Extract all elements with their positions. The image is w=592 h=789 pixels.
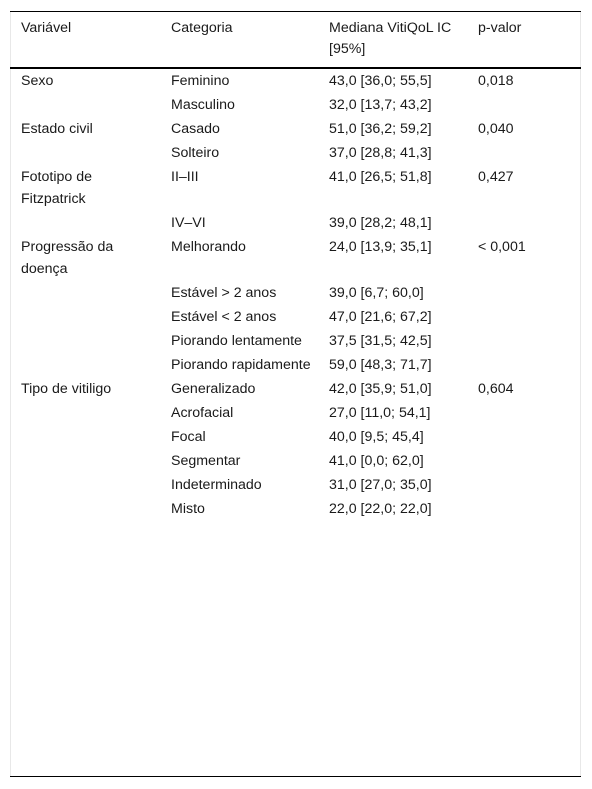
cell-mediana: 59,0 [48,3; 71,7] xyxy=(329,357,432,373)
cell-mediana: 40,0 [9,5; 45,4] xyxy=(329,429,424,445)
cell-categoria: Acrofacial xyxy=(171,405,234,421)
table-row xyxy=(10,497,581,525)
cell-categoria: Piorando lentamente xyxy=(171,333,302,349)
cell-variavel xyxy=(10,497,160,525)
table-row xyxy=(10,473,581,497)
cell-categoria: Focal xyxy=(171,429,206,445)
cell-pvalor xyxy=(467,353,581,377)
cell-pvalor: 0,427 xyxy=(478,169,514,185)
cell-mediana: 41,0 [26,5; 51,8] xyxy=(329,169,432,185)
table-body xyxy=(10,68,581,525)
table-row xyxy=(10,141,581,165)
table-row xyxy=(10,117,581,141)
cell-pvalor xyxy=(467,93,581,117)
cell-pvalor xyxy=(467,473,581,497)
cell-pvalor: < 0,001 xyxy=(478,239,526,255)
cell-pvalor xyxy=(467,425,581,449)
table-row xyxy=(10,329,581,353)
table-row xyxy=(10,449,581,473)
cell-mediana: 27,0 [11,0; 54,1] xyxy=(329,405,431,421)
table-row xyxy=(10,235,581,281)
cell-variavel xyxy=(10,353,160,377)
cell-variavel xyxy=(10,473,160,497)
cell-mediana: 31,0 [27,0; 35,0] xyxy=(329,477,432,493)
cell-variavel xyxy=(10,425,160,449)
cell-pvalor xyxy=(467,211,581,235)
cell-pvalor xyxy=(467,329,581,353)
table-row xyxy=(10,281,581,305)
cell-mediana: 43,0 [36,0; 55,5] xyxy=(329,73,432,89)
cell-categoria: Casado xyxy=(171,121,220,137)
cell-variavel: Progressão da doença xyxy=(21,239,114,277)
cell-variavel: Estado civil xyxy=(21,121,93,137)
header-variavel: Variável xyxy=(21,20,72,36)
header-row xyxy=(10,12,581,69)
cell-mediana: 47,0 [21,6; 67,2] xyxy=(329,309,432,325)
table-row xyxy=(10,93,581,117)
cell-pvalor xyxy=(467,449,581,473)
cell-mediana: 37,5 [31,5; 42,5] xyxy=(329,333,432,349)
table-row xyxy=(10,305,581,329)
cell-mediana: 32,0 [13,7; 43,2] xyxy=(329,97,432,113)
cell-pvalor: 0,604 xyxy=(478,381,514,397)
cell-variavel xyxy=(10,449,160,473)
cell-variavel: Tipo de vitiligo xyxy=(21,381,112,397)
cell-pvalor: 0,018 xyxy=(478,73,514,89)
cell-mediana: 22,0 [22,0; 22,0] xyxy=(329,501,432,517)
table-header xyxy=(10,12,581,69)
cell-pvalor xyxy=(467,401,581,425)
cell-mediana: 39,0 [28,2; 48,1] xyxy=(329,215,432,231)
header-mediana: Mediana VitiQoL IC [95%] xyxy=(329,20,452,57)
cell-variavel: Fototipo de Fitzpatrick xyxy=(21,169,92,207)
cell-variavel xyxy=(10,211,160,235)
cell-mediana: 41,0 [0,0; 62,0] xyxy=(329,453,424,469)
cell-categoria: Melhorando xyxy=(171,239,246,255)
cell-variavel xyxy=(10,305,160,329)
cell-pvalor xyxy=(467,305,581,329)
cell-variavel xyxy=(10,401,160,425)
cell-mediana: 24,0 [13,9; 35,1] xyxy=(329,239,432,255)
header-pvalor: p-valor xyxy=(478,20,522,36)
cell-categoria: Masculino xyxy=(171,97,235,113)
cell-pvalor xyxy=(467,281,581,305)
cell-categoria: Estável < 2 anos xyxy=(171,309,277,325)
cell-categoria: Misto xyxy=(171,501,205,517)
cell-pvalor: 0,040 xyxy=(478,121,514,137)
cell-variavel xyxy=(10,93,160,117)
table-row xyxy=(10,165,581,211)
table-row xyxy=(10,68,581,93)
table-row xyxy=(10,425,581,449)
cell-categoria: Segmentar xyxy=(171,453,241,469)
table-bottom-rule xyxy=(10,776,581,777)
cell-categoria: Indeterminado xyxy=(171,477,262,493)
cell-categoria: Generalizado xyxy=(171,381,256,397)
cell-categoria: Solteiro xyxy=(171,145,220,161)
cell-categoria: Estável > 2 anos xyxy=(171,285,277,301)
cell-mediana: 37,0 [28,8; 41,3] xyxy=(329,145,432,161)
data-table-container xyxy=(10,11,581,777)
cell-categoria: IV–VI xyxy=(171,215,206,231)
cell-categoria: Piorando rapidamente xyxy=(171,357,311,373)
cell-pvalor xyxy=(467,497,581,525)
table-row xyxy=(10,353,581,377)
table-row xyxy=(10,377,581,401)
cell-pvalor xyxy=(467,141,581,165)
table-row xyxy=(10,401,581,425)
cell-variavel: Sexo xyxy=(21,73,54,89)
cell-variavel xyxy=(10,281,160,305)
cell-variavel xyxy=(10,141,160,165)
cell-mediana: 42,0 [35,9; 51,0] xyxy=(329,381,432,397)
cell-categoria: Feminino xyxy=(171,73,230,89)
cell-mediana: 51,0 [36,2; 59,2] xyxy=(329,121,432,137)
vitiqol-table xyxy=(10,11,581,525)
cell-variavel xyxy=(10,329,160,353)
table-row xyxy=(10,211,581,235)
cell-categoria: II–III xyxy=(171,169,199,185)
header-categoria: Categoria xyxy=(171,20,233,36)
cell-mediana: 39,0 [6,7; 60,0] xyxy=(329,285,424,301)
